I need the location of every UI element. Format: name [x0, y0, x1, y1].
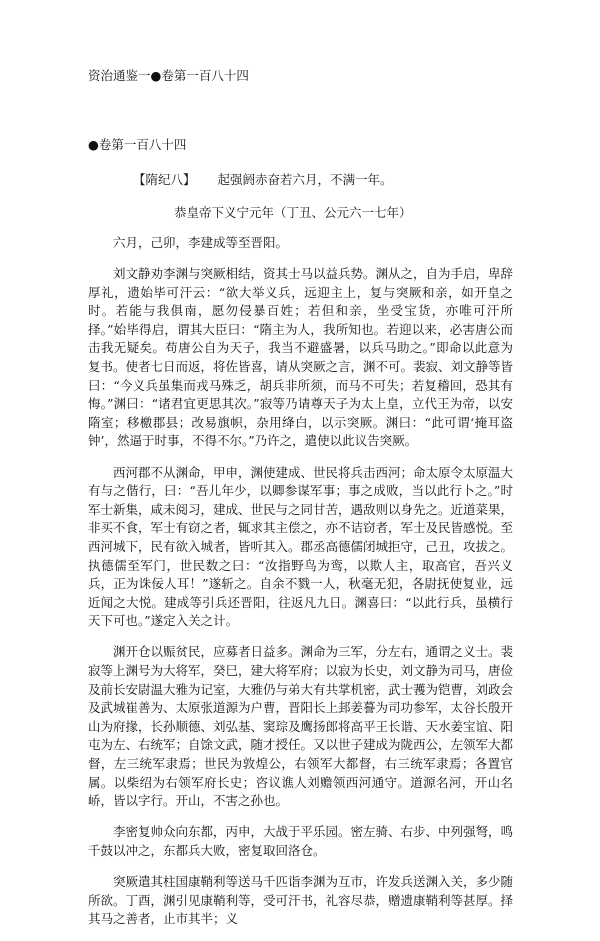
era-heading: 恭皇帝下义宁元年（丁丑、公元六一七年）: [174, 205, 412, 220]
chapter-title: ●卷第一百八十四: [88, 137, 187, 152]
body-text: [88, 234, 513, 941]
chapter-summary: [133, 172, 393, 188]
paragraph: 刘文静劝李渊与突厥相结，资其士马以益兵势。渊从之，自为手启，卑辞厚礼，遗始毕可汗云：“欲大举义兵，远迎主上，复与突厥和亲，如开皇之时。若能与我俱南，愿勿侵暴百姓；若但和亲，坐受宝货，亦唯可汗所择。”始毕得启，谓其大臣曰：“隋主为人，我所知也。若迎以来，必害唐公而击我无疑矣。苟唐公自为天子，我当不避盛暑，以兵马助之。”即命以此意为复书。使者七日而返，将佐皆喜，请从突厥之言，渊不可。裴寂、刘文静等皆曰：“今义兵虽集而戎马殊乏，胡兵非所须，而马不可失；若复稽回，恐其有悔。”渊曰：“诸君宜更思其次。”寂等乃请尊天子为太上皇，立代王为帝，以安隋室；移檄郡县；改易旗帜，杂用绛白，以示突厥。渊曰：“此可谓‘掩耳盗钟’，然逼于时事，不得不尔。”乃许之，遣使以此议告突厥。: [88, 266, 514, 449]
dynasty-label: 【隋纪八】: [133, 172, 196, 187]
paragraph: 李密复帅众向东都，丙申，大战于平乐园。密左骑、右步、中列强弩，鸣千鼓以冲之，东都兵大败，密复取回洛仓。: [88, 824, 514, 858]
paragraph: 六月，己卯，李建成等至晋阳。: [113, 235, 289, 250]
summary-text: 起强阏赤奋若六月，不满一年。: [217, 172, 393, 187]
paragraph: 渊开仓以赈贫民，应募者日益多。渊命为三军，分左右，通谓之义士。裴寂等上渊号为大将军，癸巳，建大将军府；以寂为长史，刘文静为司马，唐俭及前长安尉温大雅为记室，大雅仍与弟大有共掌机密，武士彟为铠曹，刘政会及武城崔善为、太原张道源为户曹，晋阳长上邽姜謩为司功参军，太谷长殷开山为府掾，长孙顺德、刘弘基、窦琮及鹰扬郎将高平王长谐、天水姜宝谊、阳屯为左、右统军；自馀文武，随才授任。又以世子建成为陇西公，左领军大都督，左三统军隶焉；世民为敦煌公，右领军大都督，右三统军隶焉；各置官属。以柴绍为右领军府长史；咨议谯人刘赡领西河通守。道源名河，开山名峤，皆以字行。开山，不害之孙也。: [88, 644, 514, 809]
paragraph: 突厥遣其柱国康鞘利等送马千匹诣李渊为互市，许发兵送渊入关，多少随所欲。丁酉，渊引见康鞘利等，受可汗书，礼容尽恭，赠遗康鞘利等甚厚。择其马之善者，止市其半；义: [88, 873, 514, 927]
paragraph: 西河郡不从渊命，甲申，渊使建成、世民将兵击西河；命太原令太原温大有与之偕行，曰：“吾儿年少，以卿参谋军事；事之成败，当以此行卜之。”时军士新集，咸未阅习，建成、世民与之同甘苦，遇敌则以身先之。近道菜果，非买不食，军士有窃之者，辄求其主偿之，亦不诘窃者，军士及民皆感悦。至西河城下，民有欲入城者，皆听其入。郡丞高德儒闭城拒守，己丑，攻拔之。执德儒至军门，世民数之曰：“汝指野鸟为鸾，以欺人主，取高官，吾兴义兵，正为诛佞人耳！”遂斩之。自余不戮一人，秋毫无犯，各尉抚使复业，远近闻之大悦。建成等引兵还晋阳，往返凡九日。渊喜曰：“以此行兵，虽横行天下可也。”遂定入关之计。: [88, 464, 514, 629]
document-header: 资治通鉴一●卷第一百八十四: [88, 68, 249, 83]
